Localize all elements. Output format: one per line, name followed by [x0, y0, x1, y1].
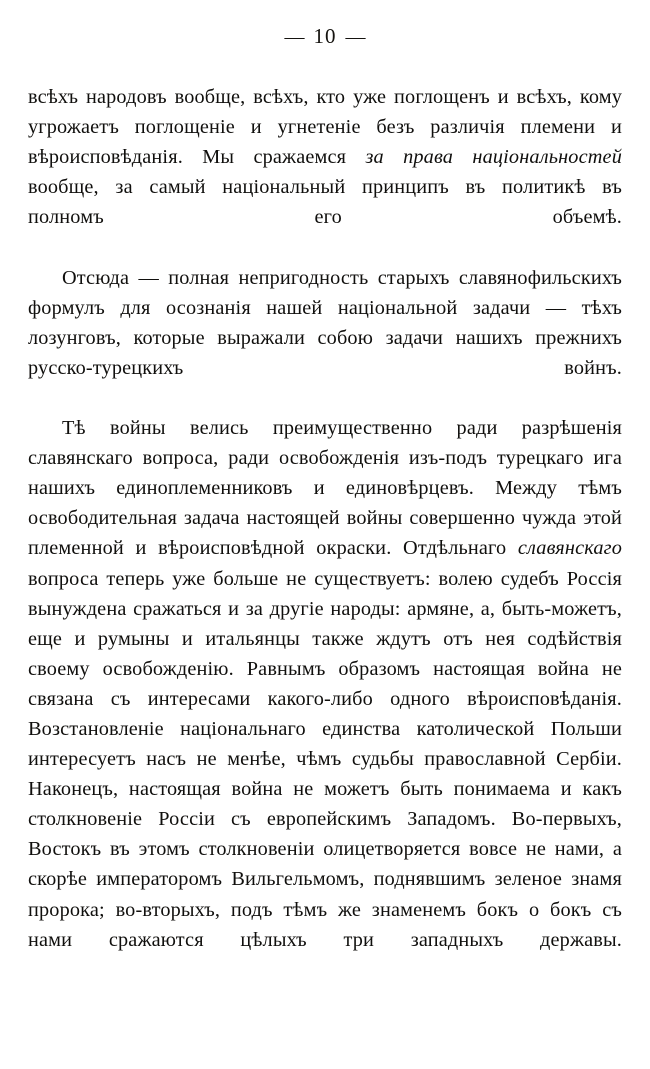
paragraph-3-emphasis: славянскаго: [517, 537, 622, 560]
page-header: [0, 0, 650, 64]
page-body: [0, 64, 650, 985]
paragraph-1-emphasis: за права національностей: [365, 146, 622, 169]
paragraph-1-text-part-2: вообще, за самый національный принципъ въ политикѣ въ полномъ его объемѣ.: [28, 176, 622, 229]
paragraph-1: [28, 82, 622, 263]
page-number: 10: [313, 24, 337, 48]
paragraph-3: [28, 413, 622, 985]
page-number-dash-left: —: [284, 26, 305, 48]
paragraph-3-text-part-1: Тѣ войны велись преимущественно ради разрѣшенія славянскаго вопроса, ради освобожденія изъ-подъ турецкаго ига нашихъ единоплеменниковъ и единовѣрцевъ. Между тѣмъ освободительная задача настоящей войны совершенно чужда этой племенной и вѣроисповѣдной окраски. Отдѣльнаго: [28, 417, 622, 560]
paragraph-3-text-part-2: вопроса теперь уже больше не существуетъ: волею судебъ Россія вынуждена сражаться и за другіе народы: армяне, а, быть-можетъ, еще и румыны и итальянцы также ждутъ отъ нея содѣйствія своему освобожденію. Равнымъ образомъ настоящая война не связана съ интересами какого-либо одного вѣроисповѣданія. Возстановленіе національнаго единства католической Польши интересуетъ насъ не менѣе, чѣмъ судьбы православной Сербіи. Наконецъ, настоящая война не можетъ быть понимаема и какъ столкновеніе Россіи съ европейскимъ Западомъ. Во-первыхъ, Востокъ въ этомъ столкновеніи олицетворяется вовсе не нами, а скорѣе императоромъ Вильгельмомъ, поднявшимъ зеленое знамя пророка; во-вторыхъ, подъ тѣмъ же знаменемъ бокъ о бокъ съ нами сражаются цѣлыхъ три западныхъ державы.: [28, 567, 622, 951]
page-number-dash-right: —: [345, 26, 366, 48]
paragraph-2: Отсюда — полная непригодность старыхъ славянофильскихъ формулъ для осознанія нашей національной задачи — тѣхъ лозунговъ, которые выражали собою задачи нашихъ прежнихъ русско-турецкихъ войнъ.: [28, 266, 622, 379]
paragraph-1-text-part-1: всѣхъ народовъ вообще, всѣхъ, кто уже поглощенъ и всѣхъ, кому угрожаетъ поглощеніе и угнетеніе безъ различія племени и вѣроисповѣданія. Мы сражаемся: [28, 86, 622, 169]
